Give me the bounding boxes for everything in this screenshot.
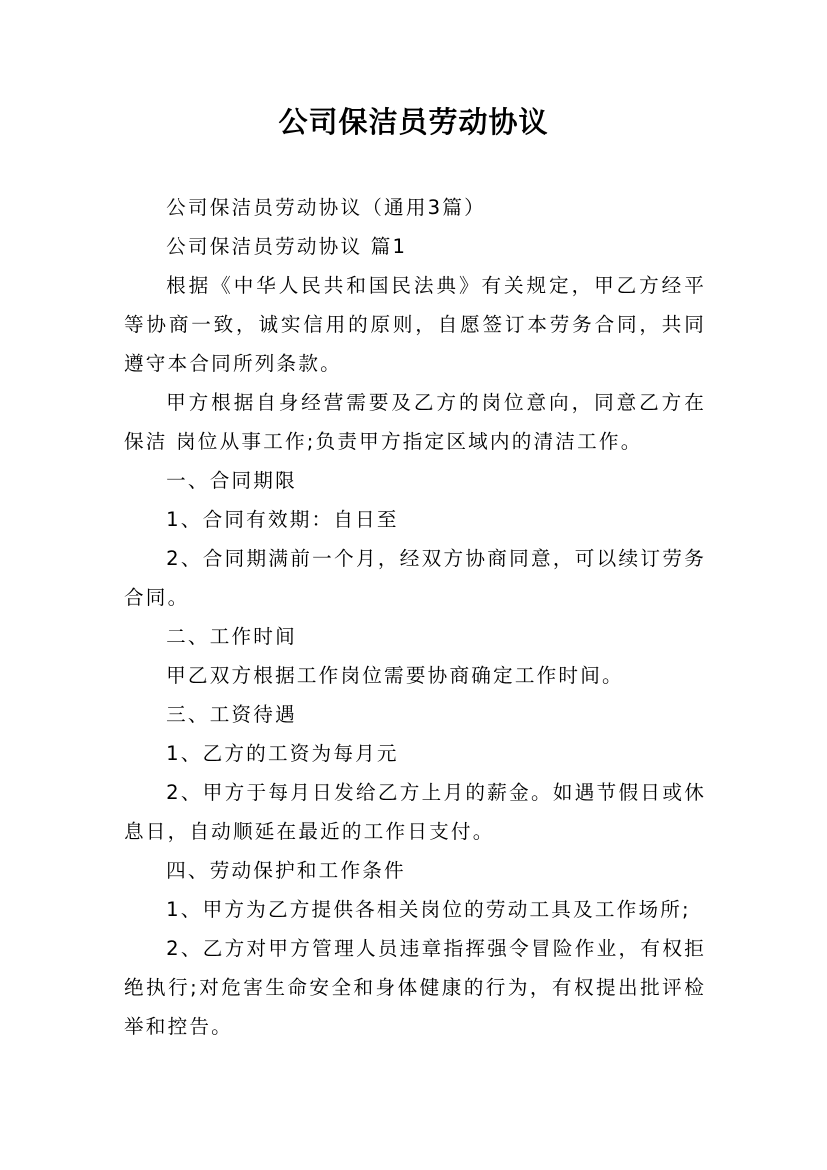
document-body [124,188,706,1046]
section-heading: 一、合同期限 [166,469,297,492]
document-title: 公司保洁员劳动协议 [278,105,549,139]
body-paragraph: 甲乙双方根据工作岗位需要协商确定工作时间。 [166,664,624,687]
section-heading: 公司保洁员劳动协议 篇1 [166,235,408,258]
section-heading: 二、工作时间 [166,625,297,648]
clause-item: 2、甲方于每月日发给乙方上月的薪金。如遇节假日或休息日，自动顺延在最近的工作日支付。 [124,781,706,843]
section-heading: 四、劳动保护和工作条件 [166,859,406,882]
clause-item: 2、乙方对甲方管理人员违章指挥强令冒险作业，有权拒绝执行;对危害生命安全和身体健康的行为，有权提出批评检举和控告。 [124,937,706,1038]
subtitle-paragraph: 公司保洁员劳动协议（通用3篇） [166,196,486,219]
clause-item: 1、甲方为乙方提供各相关岗位的劳动工具及工作场所; [166,898,691,921]
clause-item: 1、乙方的工资为每月元 [166,742,399,765]
body-paragraph: 根据《中华人民共和国民法典》有关规定，甲乙方经平等协商一致，诚实信用的原则，自愿签订本劳务合同，共同遵守本合同所列条款。 [124,274,706,375]
body-paragraph: 甲方根据自身经营需要及乙方的岗位意向，同意乙方在保洁 岗位从事工作;负责甲方指定区域内的清洁工作。 [124,391,706,453]
clause-item: 2、合同期满前一个月，经双方协商同意，可以续订劳务合同。 [124,547,706,609]
section-heading: 三、工资待遇 [166,703,297,726]
clause-item: 1、合同有效期：自日至 [166,508,399,531]
